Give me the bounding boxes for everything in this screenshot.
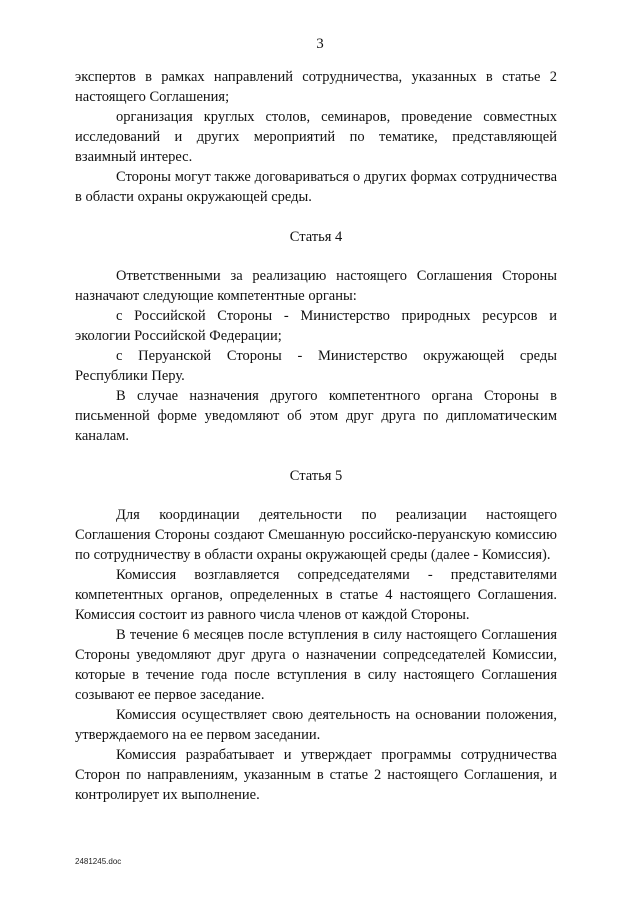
article-5-heading: Статья 5 [289, 468, 343, 484]
paragraph: Ответственными за реализацию настоящего Соглашения Стороны назначают следующие компетентные органы: [75, 268, 557, 304]
paragraph: В течение 6 месяцев после вступления в силу настоящего Соглашения Стороны уведомляют друг друга о назначении сопредседателей Комиссии, которые в течение года после вступления в силу настоящего Соглашения созывают ее первое заседание. [75, 627, 557, 703]
paragraph: экспертов в рамках направлений сотрудничества, указанных в статье 2 настоящего Соглашения; [75, 69, 557, 105]
paragraph: Комиссия осуществляет свою деятельность на основании положения, утверждаемого на ее первом заседании. [75, 707, 557, 743]
paragraph: с Перуанской Стороны - Министерство окружающей среды Республики Перу. [75, 348, 557, 384]
paragraph: Комиссия возглавляется сопредседателями - представителями компетентных органов, определенных в статье 4 настоящего Соглашения. Комиссия состоит из равного числа членов от каждой Стороны. [75, 567, 557, 623]
paragraph: Стороны могут также договариваться о других формах сотрудничества в области охраны окружающей среды. [75, 169, 557, 205]
page-number: 3 [316, 36, 324, 52]
footer-filename: 2481245.doc [75, 857, 122, 866]
paragraph: Комиссия разрабатывает и утверждает программы сотрудничества Сторон по направлениям, указанным в статье 2 настоящего Соглашения, и контролирует их выполнение. [75, 747, 557, 803]
paragraph: В случае назначения другого компетентного органа Стороны в письменной форме уведомляют об этом друг друга по дипломатическим каналам. [75, 388, 557, 444]
article-4-heading: Статья 4 [289, 229, 343, 245]
document-body [75, 67, 557, 805]
paragraph: организация круглых столов, семинаров, проведение совместных исследований и других мероприятий по тематике, представляющей взаимный интерес. [75, 109, 557, 165]
paragraph: Для координации деятельности по реализации настоящего Соглашения Стороны создают Смешанную российско-перуанскую комиссию по сотрудничеству в области охраны окружающей среды (далее - Комиссия). [75, 507, 557, 563]
paragraph: с Российской Стороны - Министерство природных ресурсов и экологии Российской Федерации; [75, 308, 557, 344]
